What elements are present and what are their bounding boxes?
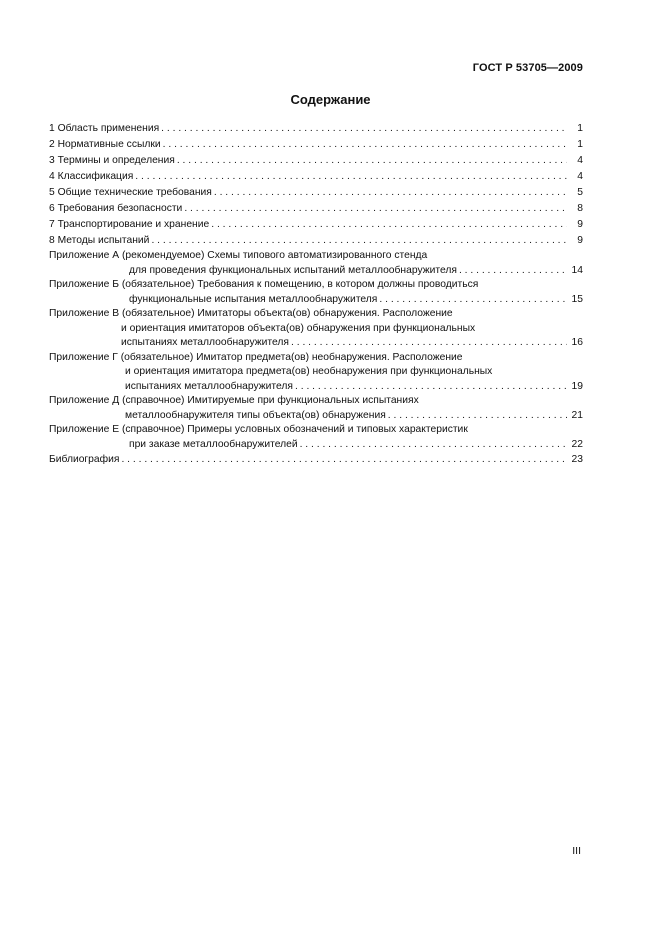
toc-entry-appendix-g[interactable] (49, 351, 583, 395)
toc-entry-title: Приложение А (рекомендуемое) Схемы типового автоматизированного стенда (49, 250, 428, 261)
toc-entry-normative-references[interactable] (49, 137, 583, 153)
toc-entry-page: 4 (577, 155, 583, 166)
toc-entry-title: Приложение Г (обязательное) Имитатор предмета(ов) необнаружения. Расположение (49, 351, 463, 363)
toc-entry-title: 7 Транспортирование и хранение (49, 219, 210, 230)
toc-entry-title-continued: испытаниях металлообнаружителя (121, 337, 289, 348)
leader-dots (214, 185, 567, 201)
toc-entry-transport[interactable] (49, 217, 583, 233)
toc-entry-page: 19 (571, 380, 583, 392)
toc-entry-bibliography[interactable] (49, 452, 583, 468)
standard-number: ГОСТ Р 53705—2009 (472, 62, 583, 74)
toc-entry-page: 14 (571, 264, 583, 276)
toc-entry-title: 5 Общие технические требования (49, 187, 212, 198)
toc-entry-appendix-d[interactable] (49, 394, 583, 423)
toc-entry-page: 5 (577, 187, 583, 198)
toc-entry-page: 9 (577, 235, 583, 246)
toc-entry-title: Приложение Б (обязательное) Требования к помещению, в котором должны проводиться (49, 279, 479, 290)
toc-entry-appendix-e[interactable] (49, 423, 583, 452)
toc-entry-title-continued: функциональные испытания металлообнаружителя (129, 293, 378, 305)
leader-dots (177, 153, 567, 169)
leader-dots (300, 438, 567, 453)
toc-entry-page: 23 (571, 454, 583, 465)
toc-entry-title-continued: и ориентация имитаторов объекта(ов) обнаружения при функциональных (121, 322, 476, 334)
page-number: III (572, 845, 581, 857)
leader-dots (388, 409, 567, 424)
leader-dots (161, 121, 567, 137)
toc-entry-page: 15 (571, 293, 583, 305)
toc-entry-title: 1 Область применения (49, 123, 160, 134)
toc-entry-classification[interactable] (49, 169, 583, 185)
toc-entry-title-continued: и ориентация имитатора предмета(ов) необнаружения при функциональных (125, 366, 493, 377)
leader-dots (135, 169, 567, 185)
toc-entry-appendix-a[interactable] (49, 249, 583, 278)
toc-entry-appendix-b[interactable] (49, 278, 583, 307)
toc-entry-page: 4 (577, 171, 583, 182)
toc-entry-title: 8 Методы испытаний (49, 235, 150, 246)
toc-entry-title: 6 Требования безопасности (49, 203, 183, 214)
leader-dots (211, 217, 567, 233)
leader-dots (184, 201, 567, 217)
toc-entry-title-continued: испытаниях металлообнаружителя (125, 380, 293, 392)
leader-dots (379, 293, 567, 308)
toc-entry-scope[interactable] (49, 121, 583, 137)
leader-dots (151, 233, 567, 249)
toc-entry-test-methods[interactable] (49, 233, 583, 249)
toc-entry-page: 16 (571, 337, 583, 348)
toc-entry-general-requirements[interactable] (49, 185, 583, 201)
toc-entry-terms[interactable] (49, 153, 583, 169)
toc-entry-title: 3 Термины и определения (49, 155, 175, 166)
toc-entry-page: 8 (577, 203, 583, 214)
leader-dots (121, 452, 567, 468)
toc-entry-page: 1 (577, 139, 583, 150)
toc-entry-page: 22 (571, 438, 583, 450)
toc-entry-title: 4 Классификация (49, 171, 134, 182)
toc-entry-title: Приложение В (обязательное) Имитаторы объекта(ов) обнаружения. Расположение (49, 308, 453, 319)
toc-entry-title: Библиография (49, 454, 120, 465)
toc-entry-appendix-v[interactable] (49, 307, 583, 351)
toc-entry-title: Приложение Д (справочное) Имитируемые при функциональных испытаниях (49, 395, 419, 406)
table-of-contents (49, 121, 583, 468)
toc-entry-safety[interactable] (49, 201, 583, 217)
toc-entry-title: 2 Нормативные ссылки (49, 139, 161, 150)
toc-title: Содержание (290, 92, 371, 107)
toc-entry-title-continued: металлообнаружителя типы объекта(ов) обнаружения (125, 409, 386, 421)
toc-entry-page: 21 (571, 409, 583, 421)
leader-dots (291, 336, 567, 351)
leader-dots (163, 137, 567, 153)
toc-entry-page: 1 (577, 123, 583, 134)
toc-entry-title-continued: для проведения функциональных испытаний металлообнаружителя (129, 264, 457, 276)
leader-dots (459, 264, 567, 279)
toc-entry-title: Приложение Е (справочное) Примеры условных обозначений и типовых характеристик (49, 424, 468, 435)
leader-dots (295, 380, 567, 395)
toc-entry-page: 9 (577, 219, 583, 230)
toc-entry-title-continued: при заказе металлообнаружителей (129, 438, 298, 450)
